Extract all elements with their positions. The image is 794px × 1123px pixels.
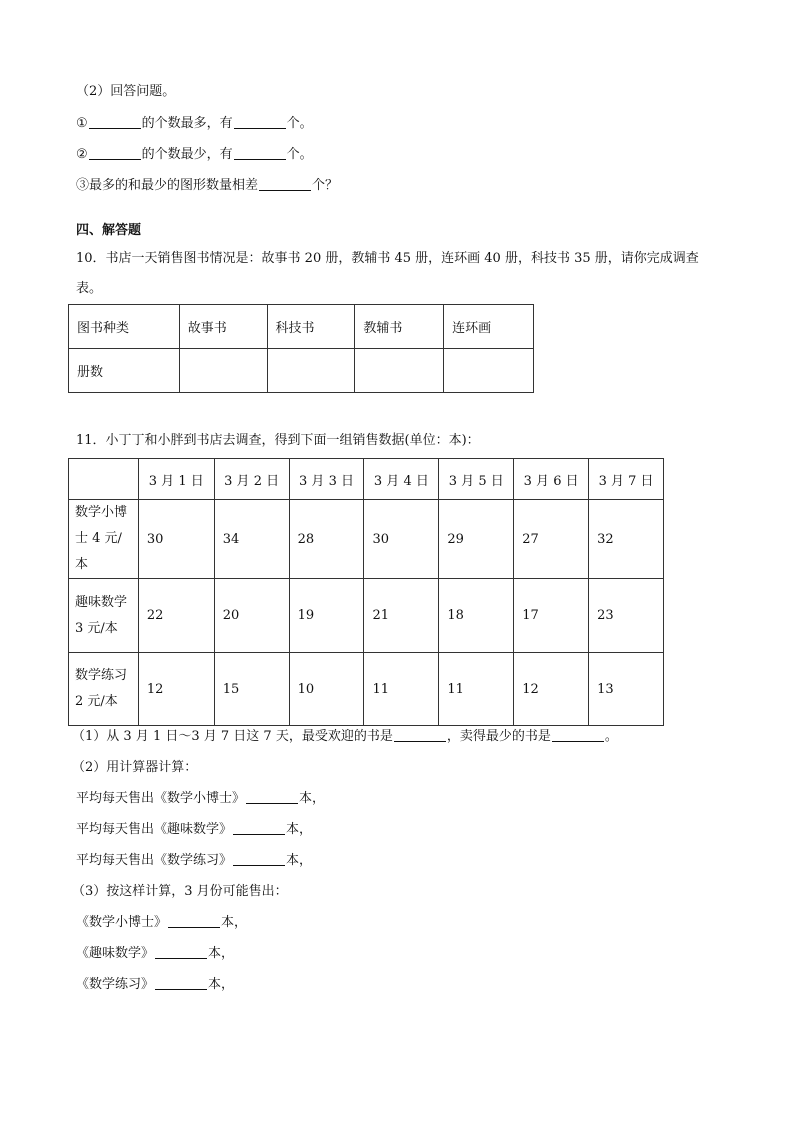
value-cell: 22 [138, 579, 214, 653]
q10-text-line1: 10．书店一天销售图书情况是：故事书 20 册，教辅书 45 册，连环画 40 册，科技书 35 册，请你完成调查 [76, 251, 699, 266]
value-cell: 29 [439, 500, 514, 579]
table-header-cell: 教辅书 [355, 305, 444, 349]
row-label-cell: 册数 [69, 349, 180, 393]
value-cell: 34 [214, 500, 289, 579]
date-header-cell: 3 月 1 日 [138, 459, 214, 500]
q11-month-line: 《趣味数学》 本， [76, 946, 235, 961]
q11-part3-heading: （3）按这样计算，3 月份可能售出： [72, 884, 288, 899]
table-row [69, 579, 664, 653]
value-cell: 23 [589, 579, 664, 653]
answer-blank[interactable] [89, 116, 141, 129]
q11-month-line: 《数学小博士》 本， [76, 915, 248, 930]
answer-blank[interactable] [89, 147, 141, 160]
value-cell: 30 [138, 500, 214, 579]
value-cell: 10 [289, 653, 364, 726]
answer-blank[interactable] [168, 915, 220, 928]
answer-cell[interactable] [267, 349, 355, 393]
value-cell: 28 [289, 500, 364, 579]
value-cell: 32 [589, 500, 664, 579]
answer-blank[interactable] [233, 853, 285, 866]
table-row [69, 349, 534, 393]
q11-avg-line: 平均每天售出《数学练习》 本， [76, 853, 313, 868]
q11-avg-line: 平均每天售出《数学小博士》 本， [76, 791, 326, 806]
answer-cell[interactable] [444, 349, 534, 393]
q11-avg-line: 平均每天售出《趣味数学》 本， [76, 822, 313, 837]
row-label-cell: 数学练习 2 元/本 [69, 653, 139, 726]
value-cell: 11 [364, 653, 439, 726]
q9-question-3: ③最多的和最少的图形数量相差 个？ [76, 178, 339, 193]
book-survey-table [68, 304, 534, 393]
value-cell: 15 [214, 653, 289, 726]
q9-part2-heading: （2）回答问题。 [76, 84, 176, 99]
sales-data-table [68, 458, 664, 726]
answer-blank[interactable] [552, 729, 604, 742]
table-header-cell: 连环画 [444, 305, 534, 349]
value-cell: 20 [214, 579, 289, 653]
value-cell: 21 [364, 579, 439, 653]
date-header-cell: 3 月 2 日 [214, 459, 289, 500]
q11-part1: （1）从 3 月 1 日～3 月 7 日这 7 天，最受欢迎的书是 ，卖得最少的书是 。 [72, 729, 618, 744]
table-header-cell: 图书种类 [69, 305, 180, 349]
date-header-cell: 3 月 7 日 [589, 459, 664, 500]
table-header-row [69, 459, 664, 500]
q9-question-2: ② 的个数最少，有 个。 [76, 147, 313, 162]
table-row [69, 653, 664, 726]
value-cell: 12 [514, 653, 589, 726]
row-label-cell: 数学小博 士 4 元/本 [69, 500, 139, 579]
value-cell: 27 [514, 500, 589, 579]
row-label-cell: 趣味数学 3 元/本 [69, 579, 139, 653]
q10-text-line2: 表。 [76, 281, 103, 296]
value-cell: 13 [589, 653, 664, 726]
value-cell: 19 [289, 579, 364, 653]
value-cell: 12 [138, 653, 214, 726]
answer-blank[interactable] [259, 178, 311, 191]
date-header-cell: 3 月 3 日 [289, 459, 364, 500]
value-cell: 17 [514, 579, 589, 653]
q11-intro: 11．小丁丁和小胖到书店去调查，得到下面一组销售数据(单位：本)： [76, 433, 480, 448]
value-cell: 30 [364, 500, 439, 579]
answer-blank[interactable] [246, 791, 298, 804]
q9-question-1: ① 的个数最多，有 个。 [76, 116, 313, 131]
answer-blank[interactable] [155, 946, 207, 959]
answer-cell[interactable] [179, 349, 267, 393]
value-cell: 18 [439, 579, 514, 653]
value-cell: 11 [439, 653, 514, 726]
answer-blank[interactable] [233, 822, 285, 835]
table-row [69, 500, 664, 579]
answer-blank[interactable] [234, 116, 286, 129]
table-header-row [69, 305, 534, 349]
table-header-cell: 科技书 [267, 305, 355, 349]
q11-month-line: 《数学练习》 本， [76, 977, 235, 992]
empty-header-cell [69, 459, 139, 500]
answer-blank[interactable] [394, 729, 446, 742]
section-heading: 四、解答题 [76, 223, 142, 238]
answer-blank[interactable] [155, 977, 207, 990]
date-header-cell: 3 月 4 日 [364, 459, 439, 500]
date-header-cell: 3 月 6 日 [514, 459, 589, 500]
date-header-cell: 3 月 5 日 [439, 459, 514, 500]
table-header-cell: 故事书 [179, 305, 267, 349]
answer-cell[interactable] [355, 349, 444, 393]
q11-part2-heading: （2）用计算器计算： [72, 760, 198, 775]
answer-blank[interactable] [234, 147, 286, 160]
